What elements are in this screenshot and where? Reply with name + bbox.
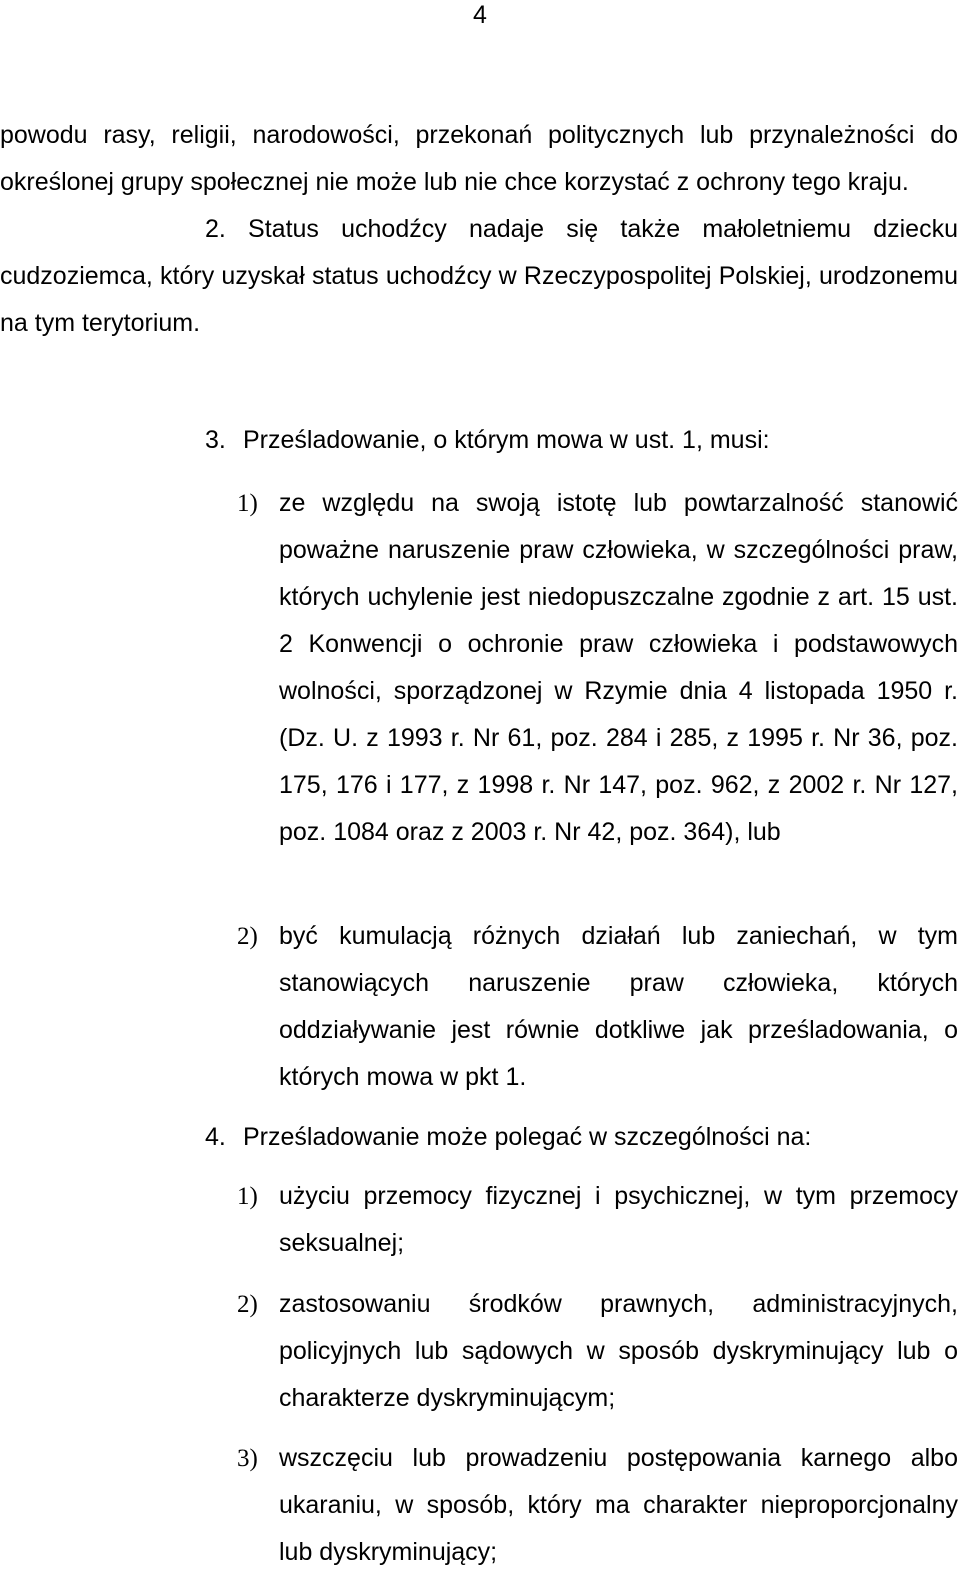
section-4-item-3-number: 3) <box>237 1445 258 1472</box>
paragraph-continuation: powodu rasy, religii, narodowości, przekonań politycznych lub przynależności do określonej grupy społecznej nie może lub nie chce korzystać z ochrony tego kraju. <box>0 121 958 196</box>
section-4-number: 4. <box>205 1123 226 1151</box>
section-3-item-1-number: 1) <box>237 490 258 517</box>
section-3-heading <box>205 417 770 464</box>
section-4-item-1-number: 1) <box>237 1183 258 1210</box>
section-3-number: 3. <box>205 426 226 454</box>
page-number: 4 <box>473 1 487 29</box>
section-3-item-1-text: ze względu na swoją istotę lub powtarzalność stanowić poważne naruszenie praw człowieka, w szczególności praw, których uchylenie jest niedopuszczalne zgodnie z art. 15 ust. 2 Konwencji o ochronie praw człowieka i podstawowych wolności, sporządzonej w Rzymie dnia 4 listopada 1950 r. (Dz. U. z 1993 r. Nr 61, poz. 284 i 285, z 1995 r. Nr 36, poz. 175, 176 i 177, z 1998 r. Nr 147, poz. 962, z 2002 r. Nr 127, poz. 1084 oraz z 2003 r. Nr 42, poz. 364), lub <box>279 489 958 846</box>
section-3-item-2-text: być kumulacją różnych działań lub zaniechań, w tym stanowiących naruszenie praw człowieka, których oddziaływanie jest równie dotkliwe jak prześladowania, o których mowa w pkt 1. <box>279 922 958 1091</box>
section-4-text: Prześladowanie może polegać w szczególności na: <box>243 1123 812 1151</box>
section-4-heading <box>205 1114 811 1161</box>
section-3-text: Prześladowanie, o którym mowa w ust. 1, musi: <box>243 426 770 454</box>
paragraph-2: 2. Status uchodźcy nadaje się także małoletniemu dziecku cudzoziemca, który uzyskał status uchodźcy w Rzeczypospolitej Polskiej, urodzonemu na tym terytorium. <box>0 215 958 337</box>
section-4-item-2-text: zastosowaniu środków prawnych, administracyjnych, policyjnych lub sądowych w sposób dyskryminujący lub o charakterze dyskryminującym; <box>279 1290 958 1412</box>
section-4-item-3-text: wszczęciu lub prowadzeniu postępowania karnego albo ukaraniu, w sposób, który ma charakter nieproporcjonalny lub dyskryminujący; <box>279 1444 958 1566</box>
section-3-item-2-number: 2) <box>237 923 258 950</box>
section-4-item-1-text: użyciu przemocy fizycznej i psychicznej, w tym przemocy seksualnej; <box>279 1182 958 1257</box>
lead-text <box>0 112 958 347</box>
section-4-item-2-number: 2) <box>237 1291 258 1318</box>
